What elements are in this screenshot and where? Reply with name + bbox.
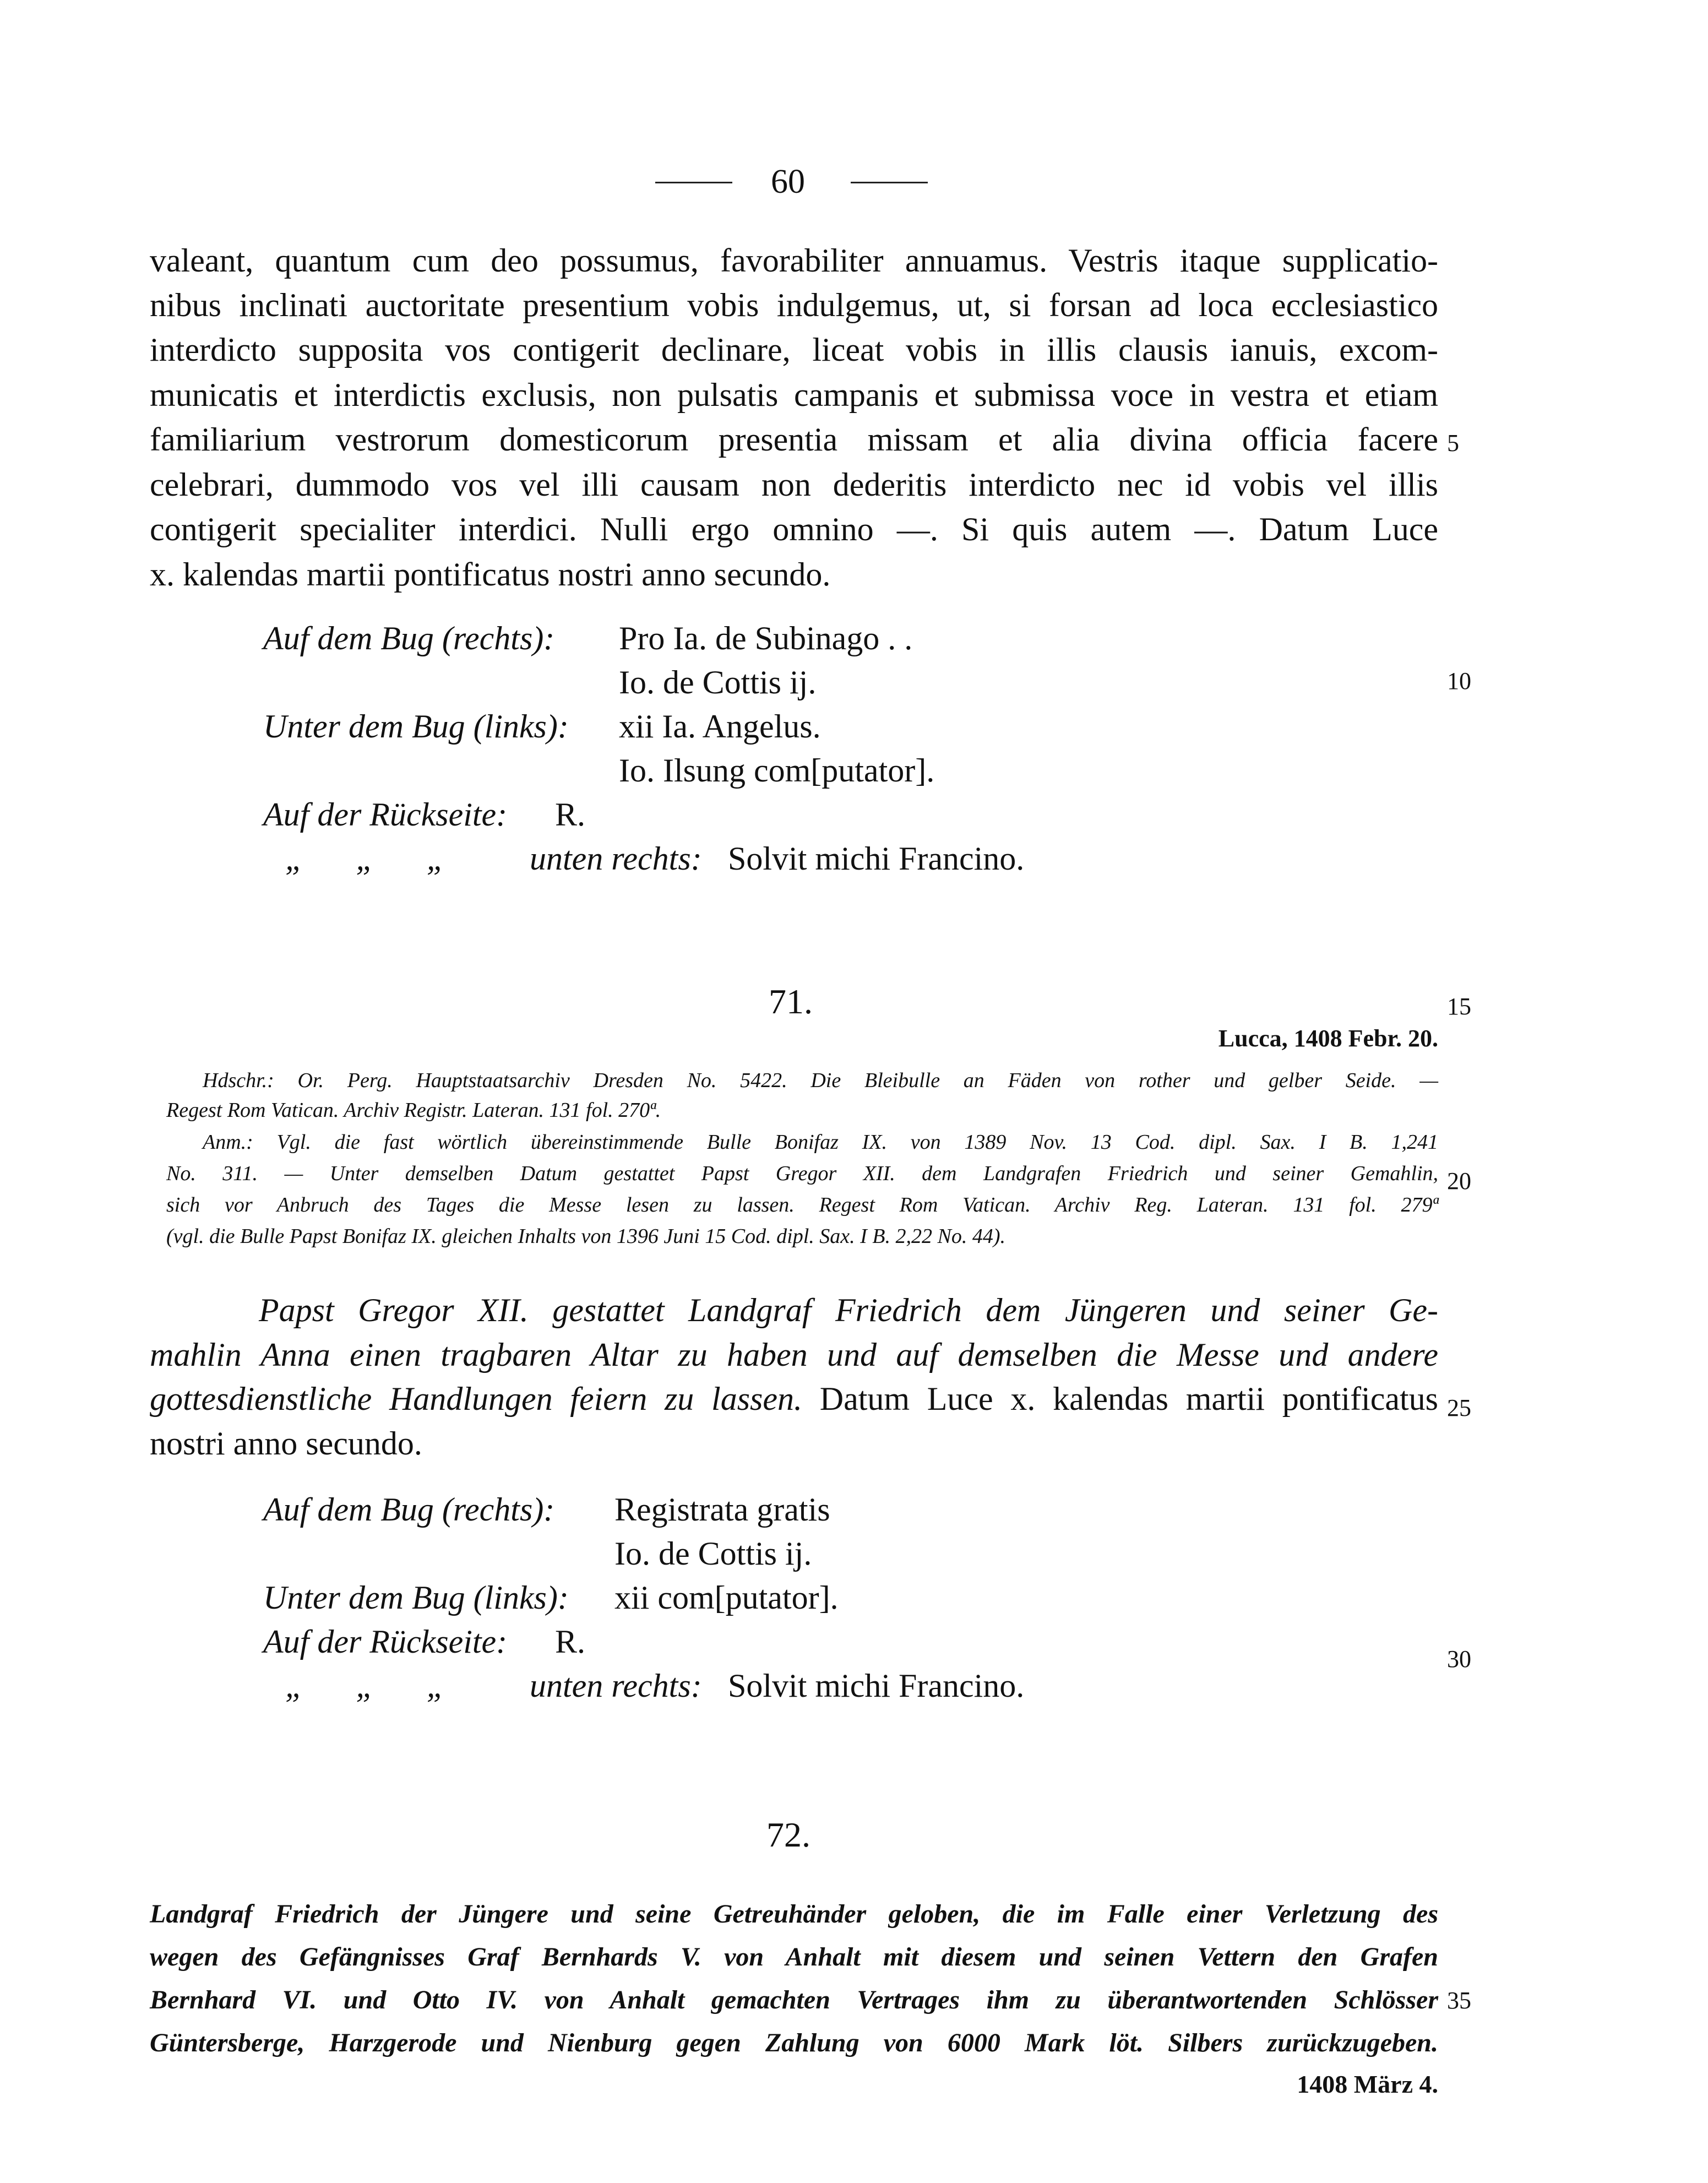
body-line: nibus inclinati auctoritate presentium vobis indulgemus, ut, si forsan ad loca ecclesiastico <box>150 287 1438 323</box>
note-line: Anm.: Vgl. die fast wörtlich übereinstimmende Bulle Bonifaz IX. von 1389 Nov. 13 Cod. dipl. Sax. I B. 1,241 <box>203 1131 1438 1154</box>
bug-links-label: Unter dem Bug (links): <box>263 708 569 745</box>
header-rule-right <box>851 182 928 183</box>
body-line: contigerit specialiter interdici. Nulli ergo omnino —. Si quis autem —. Datum Luce <box>150 511 1438 547</box>
bug-links-value: xii com[putator]. <box>614 1579 839 1616</box>
body-line: familiarium vestrorum domesticorum presentia missam et alia divina officia facere <box>150 421 1438 458</box>
document-date: 1408 März 4. <box>1297 2070 1438 2098</box>
summary-line <box>150 1380 1438 1418</box>
unten-rechts-value: Solvit michi Francino. <box>728 840 1025 877</box>
bug-rechts-value: Registrata gratis <box>614 1491 830 1528</box>
summary-line: Bernhard VI. und Otto IV. von Anhalt gemachten Vertrages ihm zu überantwortenden Schlösser <box>150 1985 1438 2014</box>
body-line: interdicto supposita vos contigerit declinare, liceat vobis in illis clausis ianuis, excom- <box>150 332 1438 368</box>
bug-rechts-value: Io. de Cottis ij. <box>614 1535 812 1572</box>
note-line: Regest Rom Vatican. Archiv Registr. Lateran. 131 fol. 270ª. <box>166 1099 661 1122</box>
note-line: sich vor Anbruch des Tages die Messe lesen zu lassen. Regest Rom Vatican. Archiv Reg. Lateran. 131 fol. 279ª <box>166 1193 1438 1217</box>
rueckseite-value: R. <box>555 796 586 833</box>
note-line: Hdschr.: Or. Perg. Hauptstaatsarchiv Dresden No. 5422. Die Bleibulle an Fäden von rother und gelber Seide. — <box>203 1069 1438 1092</box>
unten-rechts-label: unten rechts: <box>530 840 702 877</box>
summary-line: wegen des Gefängnisses Graf Bernhards V. von Anhalt mit diesem und seinen Vettern den Grafen <box>150 1942 1438 1972</box>
rueckseite-value: R. <box>555 1623 586 1660</box>
summary-line: Papst Gregor XII. gestattet Landgraf Friedrich dem Jüngeren und seiner Ge- <box>259 1292 1438 1328</box>
line-number: 10 <box>1447 667 1471 694</box>
body-line: x. kalendas martii pontificatus nostri anno secundo. <box>150 556 831 593</box>
rueckseite-label: Auf der Rückseite: <box>263 796 508 833</box>
summary-line: nostri anno secundo. <box>150 1425 422 1462</box>
bug-links-value: xii Ia. Angelus. <box>619 708 821 745</box>
bug-rechts-label: Auf dem Bug (rechts): <box>263 1491 555 1528</box>
line-number: 20 <box>1447 1167 1471 1194</box>
document-number: 72. <box>766 1815 811 1854</box>
summary-line: Landgraf Friedrich der Jüngere und seine Getreuhänder geloben, die im Falle einer Verletzung des <box>150 1899 1438 1929</box>
page-number: 60 <box>771 163 805 200</box>
note-line: No. 311. — Unter demselben Datum gestattet Papst Gregor XII. dem Landgrafen Friedrich und seiner Gemahlin, <box>166 1162 1438 1185</box>
bug-links-label: Unter dem Bug (links): <box>263 1579 569 1616</box>
line-number: 5 <box>1447 430 1459 457</box>
bug-links-value: Io. Ilsung com[putator]. <box>619 752 935 789</box>
document-number: 71. <box>769 982 813 1021</box>
note-line: (vgl. die Bulle Papst Bonifaz IX. gleichen Inhalts von 1396 Juni 15 Cod. dipl. Sax. I B. 2,22 No. 44). <box>166 1225 1005 1248</box>
line-number: 25 <box>1447 1394 1471 1421</box>
place-date: Lucca, 1408 Febr. 20. <box>1218 1025 1438 1052</box>
unten-rechts-label: unten rechts: <box>530 1668 702 1704</box>
header-rule-left <box>655 182 732 183</box>
line-number: 15 <box>1447 993 1471 1020</box>
body-line: municatis et interdictis exclusis, non pulsatis campanis et submissa voce in vestra et etiam <box>150 377 1438 413</box>
line-number: 35 <box>1447 1987 1471 2014</box>
rueckseite-label: Auf der Rückseite: <box>263 1623 508 1660</box>
summary-roman-part: Datum Luce x. kalendas martii pontificatus <box>819 1381 1438 1417</box>
bug-rechts-value: Pro Ia. de Subinago . . <box>619 620 913 656</box>
ditto-marks: „ „ „ <box>285 1668 445 1704</box>
summary-line: mahlin Anna einen tragbaren Altar zu haben und auf demselben die Messe und andere <box>150 1337 1438 1373</box>
body-line: valeant, quantum cum deo possumus, favorabiliter annuamus. Vestris itaque supplicatio- <box>150 242 1438 279</box>
bug-rechts-label: Auf dem Bug (rechts): <box>263 620 555 656</box>
summary-line: Güntersberge, Harzgerode und Nienburg gegen Zahlung von 6000 Mark löt. Silbers zurückzugeben. <box>150 2028 1438 2057</box>
body-line: celebrari, dummodo vos vel illi causam non dederitis interdicto nec id vobis vel illis <box>150 466 1438 503</box>
line-number: 30 <box>1447 1646 1471 1672</box>
bug-rechts-value: Io. de Cottis ij. <box>619 664 817 700</box>
ditto-marks: „ „ „ <box>285 840 445 877</box>
unten-rechts-value: Solvit michi Francino. <box>728 1668 1025 1704</box>
summary-italic-part: gottesdienstliche Handlungen feiern zu lassen. <box>150 1381 803 1417</box>
